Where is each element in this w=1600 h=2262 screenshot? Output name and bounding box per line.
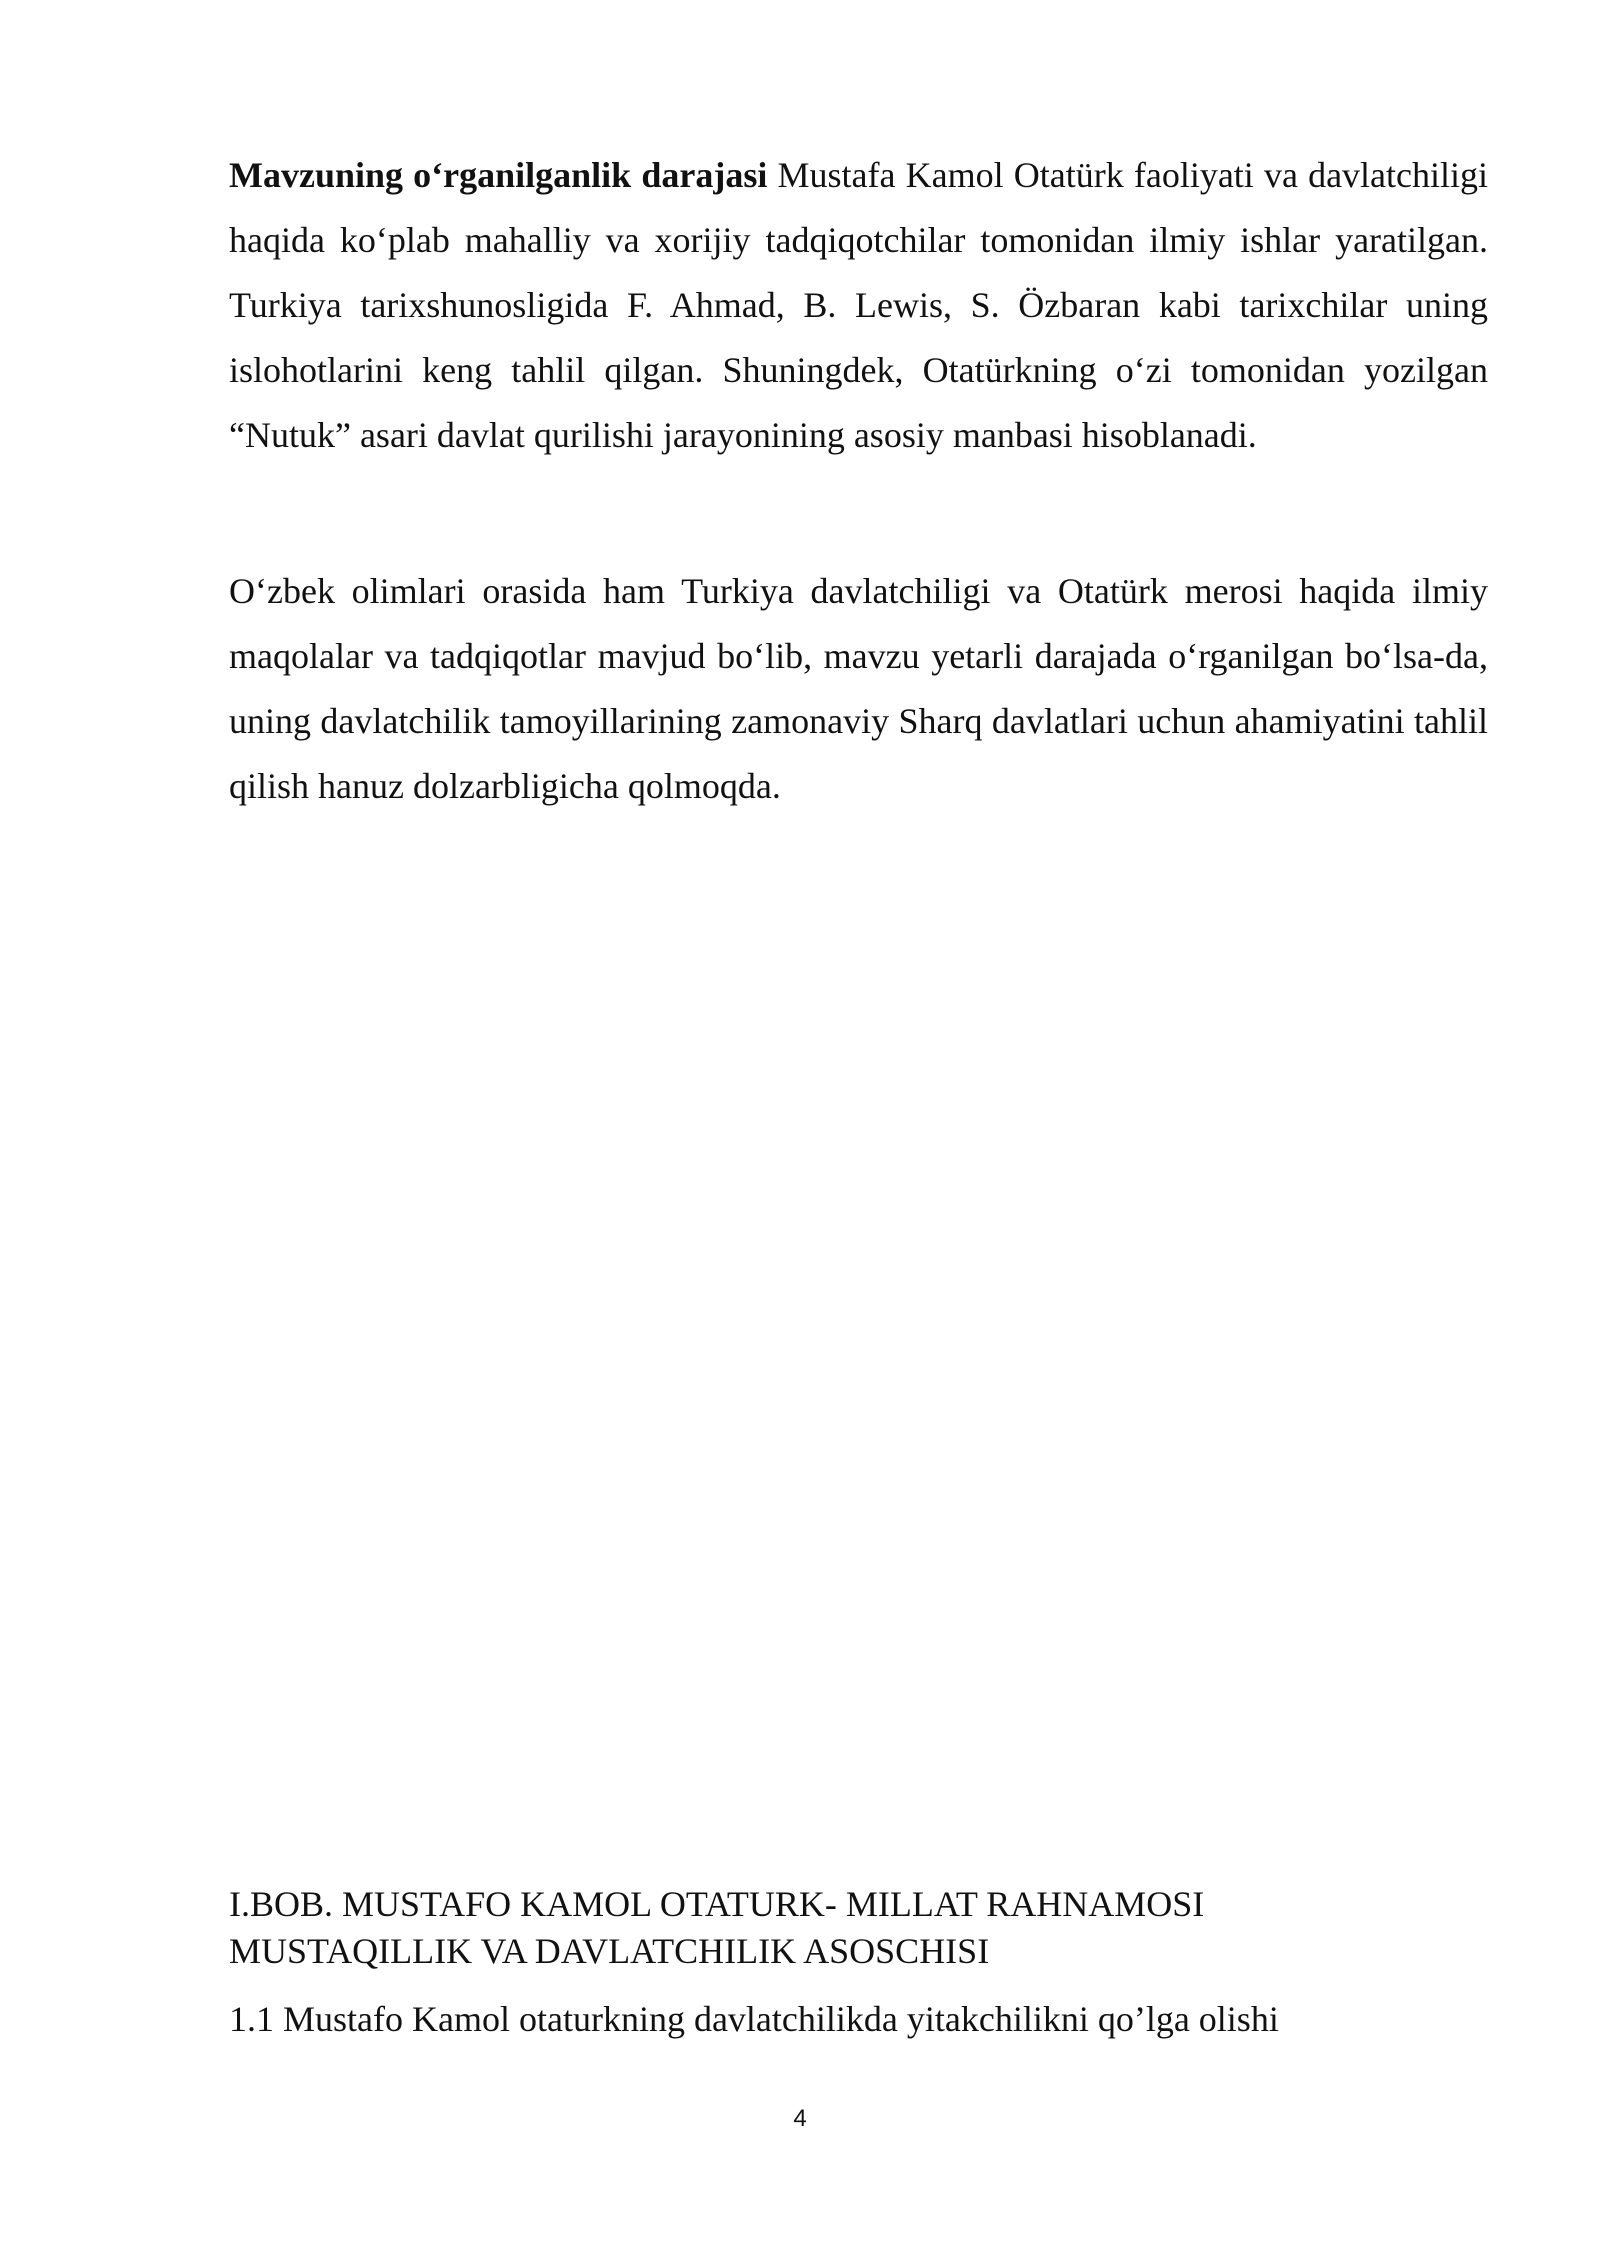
chapter-heading — [229, 1881, 1488, 1975]
chapter-heading-line-2: MUSTAQILLIK VA DAVLATCHILIK ASOSCHISI — [229, 1931, 990, 1971]
section-heading: 1.1 Mustafo Kamol otaturkning davlatchilikda yitakchilikni qo’lga olishi — [229, 1999, 1279, 2039]
page-number: 4 — [793, 2105, 807, 2132]
chapter-heading-line-1: I.BOB. MUSTAFO KAMOL OTATURK- MILLAT RAHNAMOSI — [229, 1884, 1205, 1924]
paragraph-uzbek-scholars: O‘zbek olimlari orasida ham Turkiya davlatchiligi va Otatürk merosi haqida ilmiy maqolalar va tadqiqotlar mavjud bo‘lib, mavzu yetarli darajada o‘rganilgan bo‘lsa-da, uning davlatchilik tamoyillarining zamonaviy Sharq davlatlari uchun ahamiyatini tahlil qilish hanuz dolzarbligicha qolmoqda. — [229, 571, 1488, 806]
paragraph-lead-heading: Mavzuning o‘rganilganlik darajasi — [229, 155, 768, 195]
paragraph-research-status — [229, 143, 1488, 468]
paragraph-body-text: Mustafa Kamol Otatürk faoliyati va davlatchiligi haqida ko‘plab mahalliy va xorijiy tadqiqotchilar tomonidan ilmiy ishlar yaratilgan. Turkiya tarixshunosligida F. Ahmad, B. Lewis, S. Özbaran kabi tarixchilar uning islohotlarini keng tahlil qilgan. Shuningdek, Otatürkning o‘zi tomonidan yozilgan “Nutuk” asari davlat qurilishi jarayonining asosiy manbasi hisoblanadi. — [229, 155, 1489, 455]
